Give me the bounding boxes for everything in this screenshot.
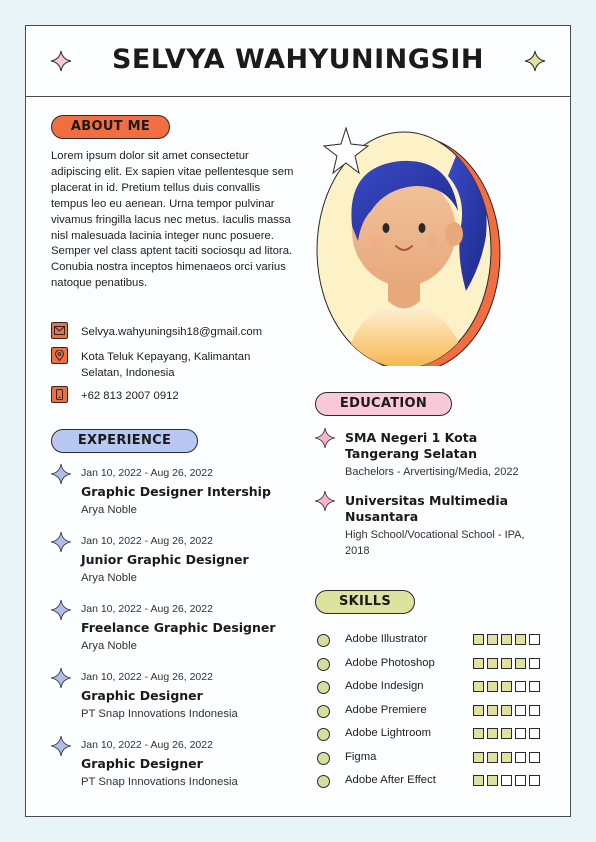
rating-box-filled (501, 681, 512, 692)
skill-row (315, 774, 550, 790)
contact-phone (51, 386, 301, 404)
rating-box-filled (473, 775, 484, 786)
rating-box-filled (473, 681, 484, 692)
skill-name: Adobe Lightroom (345, 727, 432, 739)
skill-rating (473, 681, 540, 692)
sparkle-blue-icon (51, 600, 71, 620)
skill-bullet-icon (317, 634, 330, 647)
rating-box-empty (529, 728, 540, 739)
rating-box-filled (487, 634, 498, 645)
sparkle-pink-icon (315, 428, 335, 448)
rating-box-empty (501, 775, 512, 786)
experience-company: Arya Noble (81, 640, 137, 652)
rating-box-empty (515, 728, 526, 739)
education-item (315, 428, 545, 484)
header (26, 26, 570, 97)
rating-box-filled (515, 658, 526, 669)
rating-box-filled (501, 752, 512, 763)
rating-box-filled (501, 658, 512, 669)
experience-item (51, 600, 311, 656)
rating-box-empty (515, 705, 526, 716)
profile-illustration (316, 116, 504, 366)
experience-date: Jan 10, 2022 - Aug 26, 2022 (81, 671, 213, 683)
skill-rating (473, 658, 540, 669)
rating-box-filled (501, 634, 512, 645)
about-text: Lorem ipsum dolor sit amet consectetur adipiscing elit. Ex sapien vitae pellentesque sem placerat in id. Pretium tellus duis convallis tempus leo eu aenean. Urna tempor pulvinar vivamus fringilla lacus nec metus. Iaculis massa nisl malesuada lacinia integer nunc posuere. Semper vel class aptent taciti sociosqu ad litora. Conubia nostra inceptos himenaeos orci varius natoque penatibus. (51, 150, 294, 290)
sparkle-pink-icon (315, 491, 335, 511)
about-heading: ABOUT ME (51, 115, 170, 139)
mail-icon (51, 322, 68, 339)
location-pin-icon (51, 347, 68, 364)
experience-item (51, 532, 311, 588)
candidate-name: SELVYA WAHYUNINGSIH (111, 44, 485, 75)
rating-box-filled (487, 705, 498, 716)
rating-box-empty (529, 658, 540, 669)
rating-box-empty (529, 705, 540, 716)
rating-box-filled (473, 658, 484, 669)
rating-box-filled (501, 705, 512, 716)
rating-box-filled (501, 728, 512, 739)
skill-name: Adobe Indesign (345, 680, 424, 692)
skill-rating (473, 705, 540, 716)
education-detail: High School/Vocational School - IPA, 2018 (345, 529, 525, 557)
skill-rating (473, 728, 540, 739)
contact-address (51, 347, 301, 381)
skill-row (315, 657, 550, 673)
skill-bullet-icon (317, 752, 330, 765)
skill-rating (473, 634, 540, 645)
skill-name: Adobe Photoshop (345, 656, 435, 669)
rating-box-empty (529, 752, 540, 763)
experience-item (51, 668, 311, 724)
skill-name: Adobe After Effect (345, 774, 436, 786)
rating-box-filled (487, 728, 498, 739)
sparkle-green-icon (524, 50, 546, 72)
skill-bullet-icon (317, 681, 330, 694)
skill-bullet-icon (317, 658, 330, 671)
experience-heading: EXPERIENCE (51, 429, 198, 453)
skill-bullet-icon (317, 728, 330, 741)
experience-company: Arya Noble (81, 572, 137, 584)
rating-box-empty (529, 634, 540, 645)
experience-company: Arya Noble (81, 504, 137, 516)
experience-date: Jan 10, 2022 - Aug 26, 2022 (81, 535, 213, 547)
sparkle-blue-icon (51, 736, 71, 756)
skill-bullet-icon (317, 775, 330, 788)
rating-box-filled (473, 705, 484, 716)
rating-box-empty (529, 681, 540, 692)
rating-box-empty (515, 752, 526, 763)
rating-box-filled (473, 634, 484, 645)
phone-text: +62 813 2007 0912 (81, 390, 179, 402)
rating-box-filled (473, 752, 484, 763)
skill-name: Adobe Premiere (345, 703, 427, 716)
rating-box-filled (487, 775, 498, 786)
education-item (315, 491, 545, 561)
skill-row (315, 633, 550, 649)
experience-title: Junior Graphic Designer (81, 552, 249, 567)
education-school: Universitas Multimedia Nusantara (345, 493, 509, 524)
resume-page (25, 25, 571, 817)
rating-box-filled (487, 658, 498, 669)
rating-box-empty (529, 775, 540, 786)
contact-email (51, 322, 301, 340)
sparkle-blue-icon (51, 532, 71, 552)
experience-date: Jan 10, 2022 - Aug 26, 2022 (81, 467, 213, 479)
skill-name: Figma (345, 750, 377, 763)
experience-company: PT Snap Innovations Indonesia (81, 776, 238, 788)
sparkle-blue-icon (51, 668, 71, 688)
skill-rating (473, 752, 540, 763)
skill-row (315, 680, 550, 696)
rating-box-filled (487, 752, 498, 763)
rating-box-empty (515, 681, 526, 692)
address-text: Kota Teluk Kepayang, Kalimantan Selatan, Indonesia (81, 351, 251, 379)
experience-title: Graphic Designer Intership (81, 484, 271, 499)
rating-box-filled (515, 634, 526, 645)
experience-date: Jan 10, 2022 - Aug 26, 2022 (81, 739, 213, 751)
education-heading: EDUCATION (315, 392, 452, 416)
experience-title: Graphic Designer (81, 756, 203, 771)
skill-bullet-icon (317, 705, 330, 718)
skills-heading: SKILLS (315, 590, 415, 614)
sparkle-blue-icon (51, 464, 71, 484)
rating-box-filled (473, 728, 484, 739)
skill-row (315, 751, 550, 767)
skill-row (315, 704, 550, 720)
phone-icon (51, 386, 68, 403)
skill-rating (473, 775, 540, 786)
education-detail: Bachelors - Arvertising/Media, 2022 (345, 466, 519, 478)
experience-company: PT Snap Innovations Indonesia (81, 708, 238, 720)
rating-box-filled (487, 681, 498, 692)
email-text: Selvya.wahyuningsih18@gmail.com (81, 326, 263, 338)
education-school: SMA Negeri 1 Kota Tangerang Selatan (345, 430, 478, 461)
rating-box-empty (515, 775, 526, 786)
skill-name: Adobe Illustrator (345, 633, 428, 645)
experience-title: Freelance Graphic Designer (81, 620, 276, 635)
experience-item (51, 736, 311, 792)
skill-row (315, 727, 550, 743)
experience-date: Jan 10, 2022 - Aug 26, 2022 (81, 603, 213, 615)
experience-title: Graphic Designer (81, 688, 203, 703)
experience-item (51, 464, 311, 520)
